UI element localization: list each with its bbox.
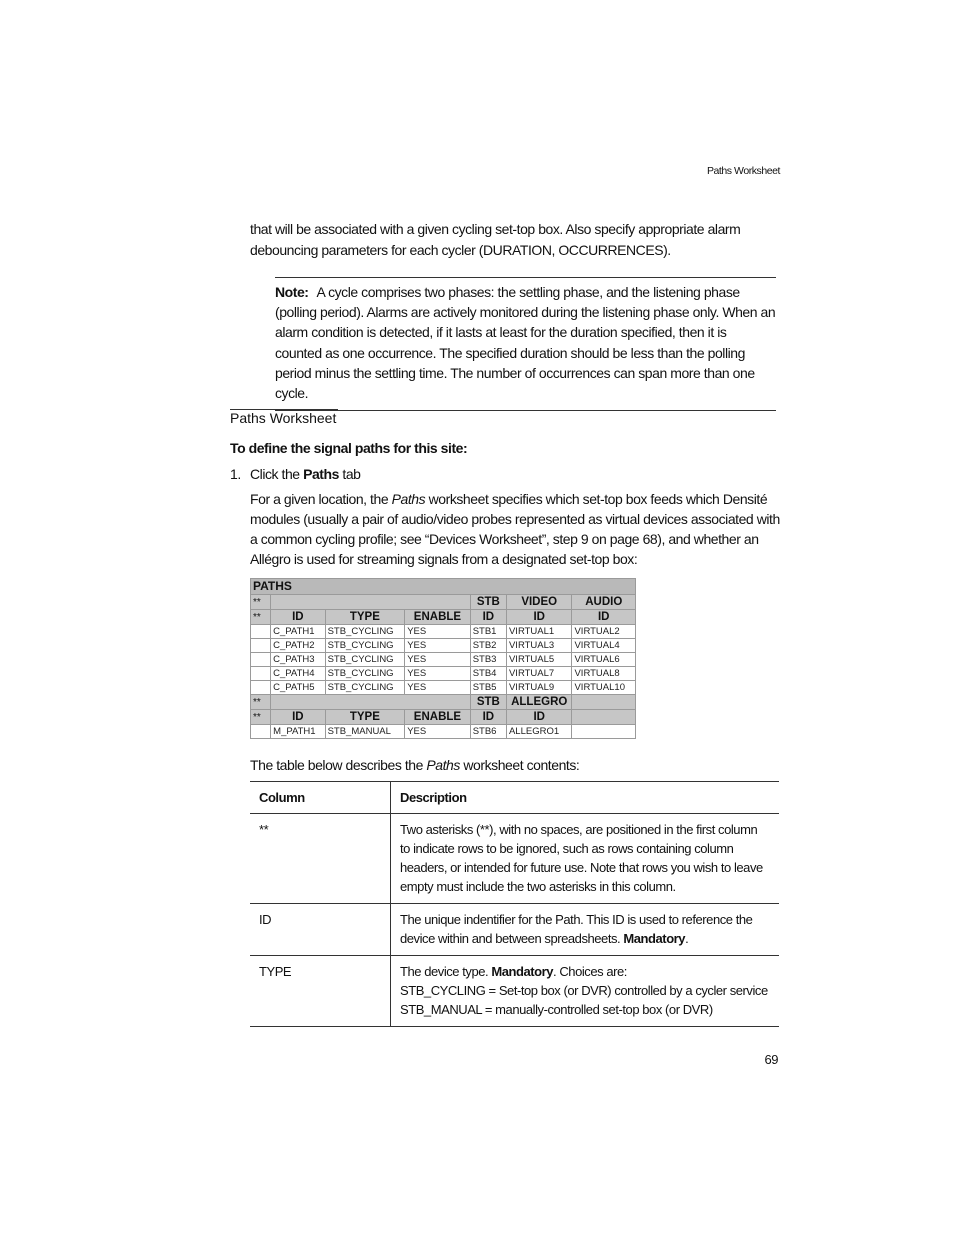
col-header-column: Column	[250, 782, 391, 814]
desc-text: The device type.	[400, 964, 492, 979]
desc-row	[250, 904, 779, 956]
desc-post: worksheet specifies which set-top box feeds which Densité modules (usually a pair of audio/video probes represented as virtual devices associated with a common cycling profile; see “Devices Worksheet”, step 9 on page 68), and whether an Allégro is used for streaming signals from a designated set-top box:	[250, 491, 780, 567]
desc-header-row	[250, 782, 779, 814]
cell-type: STB_CYCLING	[325, 625, 405, 639]
header-audio-id: ID	[572, 610, 636, 625]
row-marker: **	[251, 610, 271, 625]
cell-video: VIRTUAL7	[506, 667, 572, 681]
cell-stb: STB2	[470, 639, 506, 653]
sheet-row	[251, 625, 636, 639]
cell-audio: VIRTUAL4	[572, 639, 636, 653]
blank-cell	[271, 595, 471, 610]
description-table	[250, 781, 779, 1027]
note-text: A cycle comprises two phases: the settling phase, and the listening phase (polling period). Alarms are actively monitored during the listening phase only. When an alarm condition is detected, if it lasts at least for the duration specified, then it is counted as one occurrence. The specified duration should be less than the polling period minus the settling time. The number of occurrences can span more than one cycle.	[275, 284, 776, 402]
cell-id: C_PATH4	[271, 667, 325, 681]
procedure-heading: To define the signal paths for this site:	[230, 440, 468, 456]
desc-row	[250, 814, 779, 904]
sheet-title-row	[251, 579, 636, 595]
header-enable: ENABLE	[405, 610, 471, 625]
col-header-description: Description	[391, 782, 780, 814]
cell-id: M_PATH1	[271, 725, 325, 739]
row-marker	[251, 639, 271, 653]
mandatory-label: Mandatory	[491, 964, 554, 979]
cell-audio: VIRTUAL2	[572, 625, 636, 639]
cell-video: VIRTUAL1	[506, 625, 572, 639]
sheet-title: PATHS	[251, 579, 636, 595]
choice-manual: STB_MANUAL = manually-controlled set-top box (or DVR)	[400, 1002, 713, 1017]
cell-type: STB_CYCLING	[325, 639, 405, 653]
cell-stb: STB4	[470, 667, 506, 681]
cell-type: STB_CYCLING	[325, 653, 405, 667]
sheet-row	[251, 653, 636, 667]
cell-enable: YES	[405, 625, 471, 639]
desc-row	[250, 956, 779, 1027]
step-text: Click the	[250, 466, 304, 482]
choice-cycling: STB_CYCLING = Set-top box (or DVR) controlled by a cycler service	[400, 983, 768, 998]
running-header: Paths Worksheet	[706, 165, 780, 177]
section-heading: Paths Worksheet	[230, 410, 337, 426]
cell-stb: STB3	[470, 653, 506, 667]
page-number: 69	[764, 1052, 778, 1067]
sheet-row	[251, 725, 636, 739]
row-marker	[251, 725, 271, 739]
header-type: TYPE	[325, 710, 405, 725]
desc-pre: For a given location, the	[250, 491, 392, 507]
desc-row-name: ID	[250, 904, 391, 956]
step-tab-name: Paths	[303, 466, 339, 482]
header-stb-id: ID	[470, 710, 506, 725]
cell-video: VIRTUAL5	[506, 653, 572, 667]
desc-row-name: TYPE	[250, 956, 391, 1027]
step-text-end: tab	[338, 466, 361, 482]
cell-stb: STB1	[470, 625, 506, 639]
row-marker: **	[251, 595, 271, 610]
cell-type: STB_CYCLING	[325, 667, 405, 681]
header-allegro: ALLEGRO	[506, 695, 572, 710]
desc-row-text: Two asterisks (**), with no spaces, are positioned in the first column to indicate rows to be ignored, such as rows containing column headers, or intended for future use. Note that rows you wish to leave empty must include the two asterisks in this column.	[391, 814, 780, 904]
header-id: ID	[271, 610, 325, 625]
row-marker	[251, 667, 271, 681]
sheet-header-row-4	[251, 710, 636, 725]
row-marker	[251, 681, 271, 695]
desc-row-text	[391, 904, 780, 956]
cell-id: C_PATH5	[271, 681, 325, 695]
step-description	[250, 489, 780, 569]
step-1	[230, 466, 361, 482]
desc-row-text	[391, 956, 780, 1027]
desc-text: The unique indentifier for the Path. This ID is used to reference the device within and between spreadsheets.	[400, 912, 753, 946]
row-marker: **	[251, 695, 271, 710]
cell-stb: STB5	[470, 681, 506, 695]
sheet-header-row-1	[251, 595, 636, 610]
header-enable: ENABLE	[405, 710, 471, 725]
mandatory-label: Mandatory	[623, 931, 686, 946]
cell-audio: VIRTUAL10	[572, 681, 636, 695]
sheet-row	[251, 639, 636, 653]
cell-id: C_PATH2	[271, 639, 325, 653]
step-number: 1.	[230, 466, 241, 482]
header-video: VIDEO	[506, 595, 572, 610]
cell-enable: YES	[405, 639, 471, 653]
desc-text-end: .	[685, 931, 689, 946]
table-intro-italic: Paths	[426, 757, 460, 773]
header-stb: STB	[470, 695, 506, 710]
blank-cell	[572, 710, 636, 725]
header-video-id: ID	[506, 610, 572, 625]
header-stb: STB	[470, 595, 506, 610]
header-allegro-id: ID	[506, 710, 572, 725]
header-stb-id: ID	[470, 610, 506, 625]
header-audio: AUDIO	[572, 595, 636, 610]
blank-cell	[572, 695, 636, 710]
note-label: Note:	[275, 284, 309, 300]
cell-type: STB_CYCLING	[325, 681, 405, 695]
cell-audio: VIRTUAL6	[572, 653, 636, 667]
cell-enable: YES	[405, 653, 471, 667]
desc-text-end: . Choices are:	[553, 964, 627, 979]
cell-stb: STB6	[470, 725, 506, 739]
intro-paragraph: that will be associated with a given cycling set-top box. Also specify appropriate alarm debouncing parameters for each cycler (DURATION, OCCURRENCES).	[250, 221, 741, 258]
table-intro-pre: The table below describes the	[250, 757, 427, 773]
row-marker	[251, 653, 271, 667]
table-intro	[250, 757, 579, 773]
desc-row-name: **	[250, 814, 391, 904]
header-type: TYPE	[325, 610, 405, 625]
cell-enable: YES	[405, 725, 471, 739]
header-id: ID	[271, 710, 325, 725]
cell-video: VIRTUAL9	[506, 681, 572, 695]
cell-id: C_PATH1	[271, 625, 325, 639]
sheet-row	[251, 667, 636, 681]
cell-video: VIRTUAL3	[506, 639, 572, 653]
paths-spreadsheet	[250, 578, 636, 739]
blank-cell	[271, 695, 471, 710]
cell-type: STB_MANUAL	[325, 725, 405, 739]
cell-audio: VIRTUAL8	[572, 667, 636, 681]
cell-allegro: ALLEGRO1	[506, 725, 572, 739]
table-intro-post: worksheet contents:	[459, 757, 580, 773]
sheet-header-row-3	[251, 695, 636, 710]
row-marker	[251, 625, 271, 639]
cell-id: C_PATH3	[271, 653, 325, 667]
desc-italic: Paths	[391, 491, 426, 507]
cell-enable: YES	[405, 667, 471, 681]
note-box	[275, 277, 776, 411]
cell-enable: YES	[405, 681, 471, 695]
sheet-row	[251, 681, 636, 695]
row-marker: **	[251, 710, 271, 725]
sheet-header-row-2	[251, 610, 636, 625]
blank-cell	[572, 725, 636, 739]
